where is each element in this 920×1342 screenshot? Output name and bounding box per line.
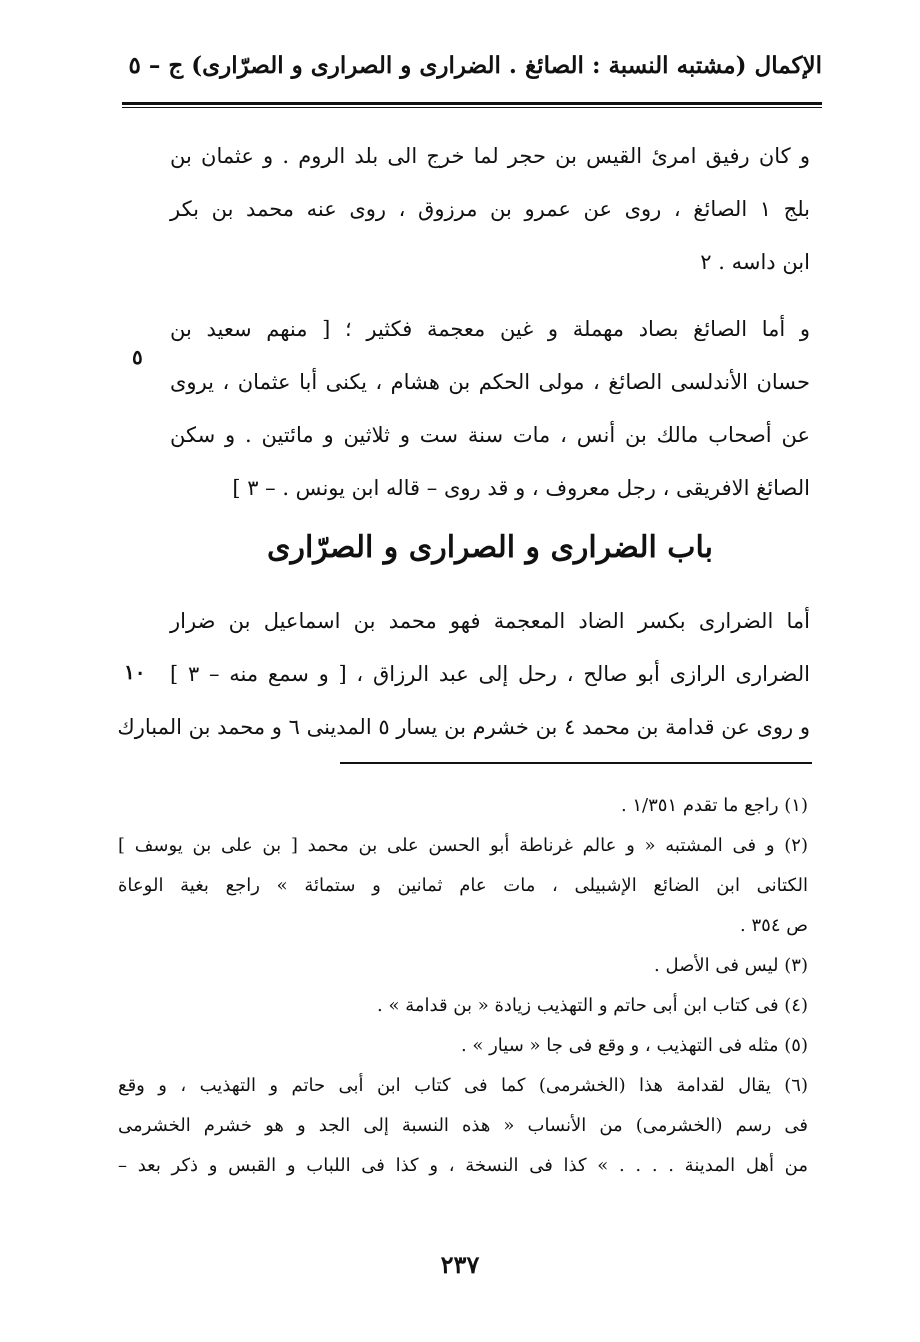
- footnote-line: (٤) فى كتاب ابن أبى حاتم و التهذيب زيادة « بن قدامة » .: [377, 995, 808, 1016]
- text-line: ابن داسه . ٢: [700, 250, 810, 274]
- text-line: حسان الأندلسى الصائغ ، مولى الحكم بن هشام ، يكنى أبا عثمان ، يروى: [170, 370, 810, 394]
- footnote-separator: [340, 762, 812, 764]
- header-rule: [122, 102, 822, 105]
- section-heading: باب الضرارى و الصرارى و الصرّارى: [267, 530, 713, 565]
- header-title: الإكمال (مشتبه النسبة : الصائغ . الضرارى و الصرارى و الصرّارى) ج – ٥: [128, 52, 822, 79]
- text-line: و روى عن قدامة بن محمد ٤ بن خشرم بن يسار ٥ المدينى ٦ و محمد بن المبارك: [117, 715, 810, 739]
- text-line: بلج ١ الصائغ ، روى عن عمرو بن مرزوق ، روى عنه محمد بن بكر: [170, 197, 810, 221]
- footnote-line: (١) راجع ما تقدم ١/٣٥١ .: [620, 795, 808, 816]
- text-line: و كان رفيق امرئ القيس بن حجر لما خرج الى بلد الروم . و عثمان بن: [170, 144, 810, 168]
- text-line: الضرارى الرازى أبو صالح ، رحل إلى عبد الرزاق ، [ و سمع منه – ٣ ]: [170, 662, 811, 686]
- text-line: الصائغ الافريقى ، رجل معروف ، و قد روى – قاله ابن يونس . – ٣ ]: [232, 476, 810, 500]
- footnote-line: (٢) و فى المشتبه « و عالم غرناطة أبو الحسن على بن محمد [ بن على بن يوسف ]: [118, 835, 808, 856]
- footnote-line: الكتانى ابن الضائع الإشبيلى ، مات عام ثمانين و ستمائة » راجع بغية الوعاة: [118, 875, 808, 896]
- text-line: عن أصحاب مالك بن أنس ، مات سنة ست و ثلاثين و مائتين . و سكن: [170, 423, 810, 447]
- footnote-line: ص ٣٥٤ .: [740, 915, 808, 936]
- page-number: ٢٣٧: [440, 1250, 480, 1279]
- running-header: [122, 44, 822, 96]
- footnote-line: من أهل المدينة . . . . » كذا فى النسخة ، و كذا فى اللباب و القبس و ذكر بعد –: [118, 1155, 808, 1176]
- text-line: و أما الصائغ بصاد مهملة و غين معجمة فكثير ؛ [ منهم سعيد بن: [170, 317, 810, 341]
- margin-line-number: ١٠: [124, 660, 146, 684]
- footnotes: [118, 786, 808, 1186]
- footnote-line: فى رسم (الخشرمى) من الأنساب « هذه النسبة إلى الجد و هو خشرم الخشرمى: [118, 1115, 808, 1136]
- paragraph-gap: [170, 289, 810, 303]
- text-line: أما الضرارى بكسر الضاد المعجمة فهو محمد بن اسماعيل بن ضرار: [170, 609, 810, 633]
- footnote-line: (٦) يقال لقدامة هذا (الخشرمى) كما فى كتاب ابن أبى حاتم و التهذيب ، و وقع: [118, 1075, 808, 1096]
- margin-line-number: ٥: [132, 345, 143, 369]
- header-rule-thin: [122, 107, 822, 108]
- paragraph-gap: [170, 581, 810, 595]
- footnote-line: (٥) مثله فى التهذيب ، و وقع فى جا « سيار » .: [460, 1035, 808, 1056]
- footnote-line: (٣) ليس فى الأصل .: [654, 955, 808, 976]
